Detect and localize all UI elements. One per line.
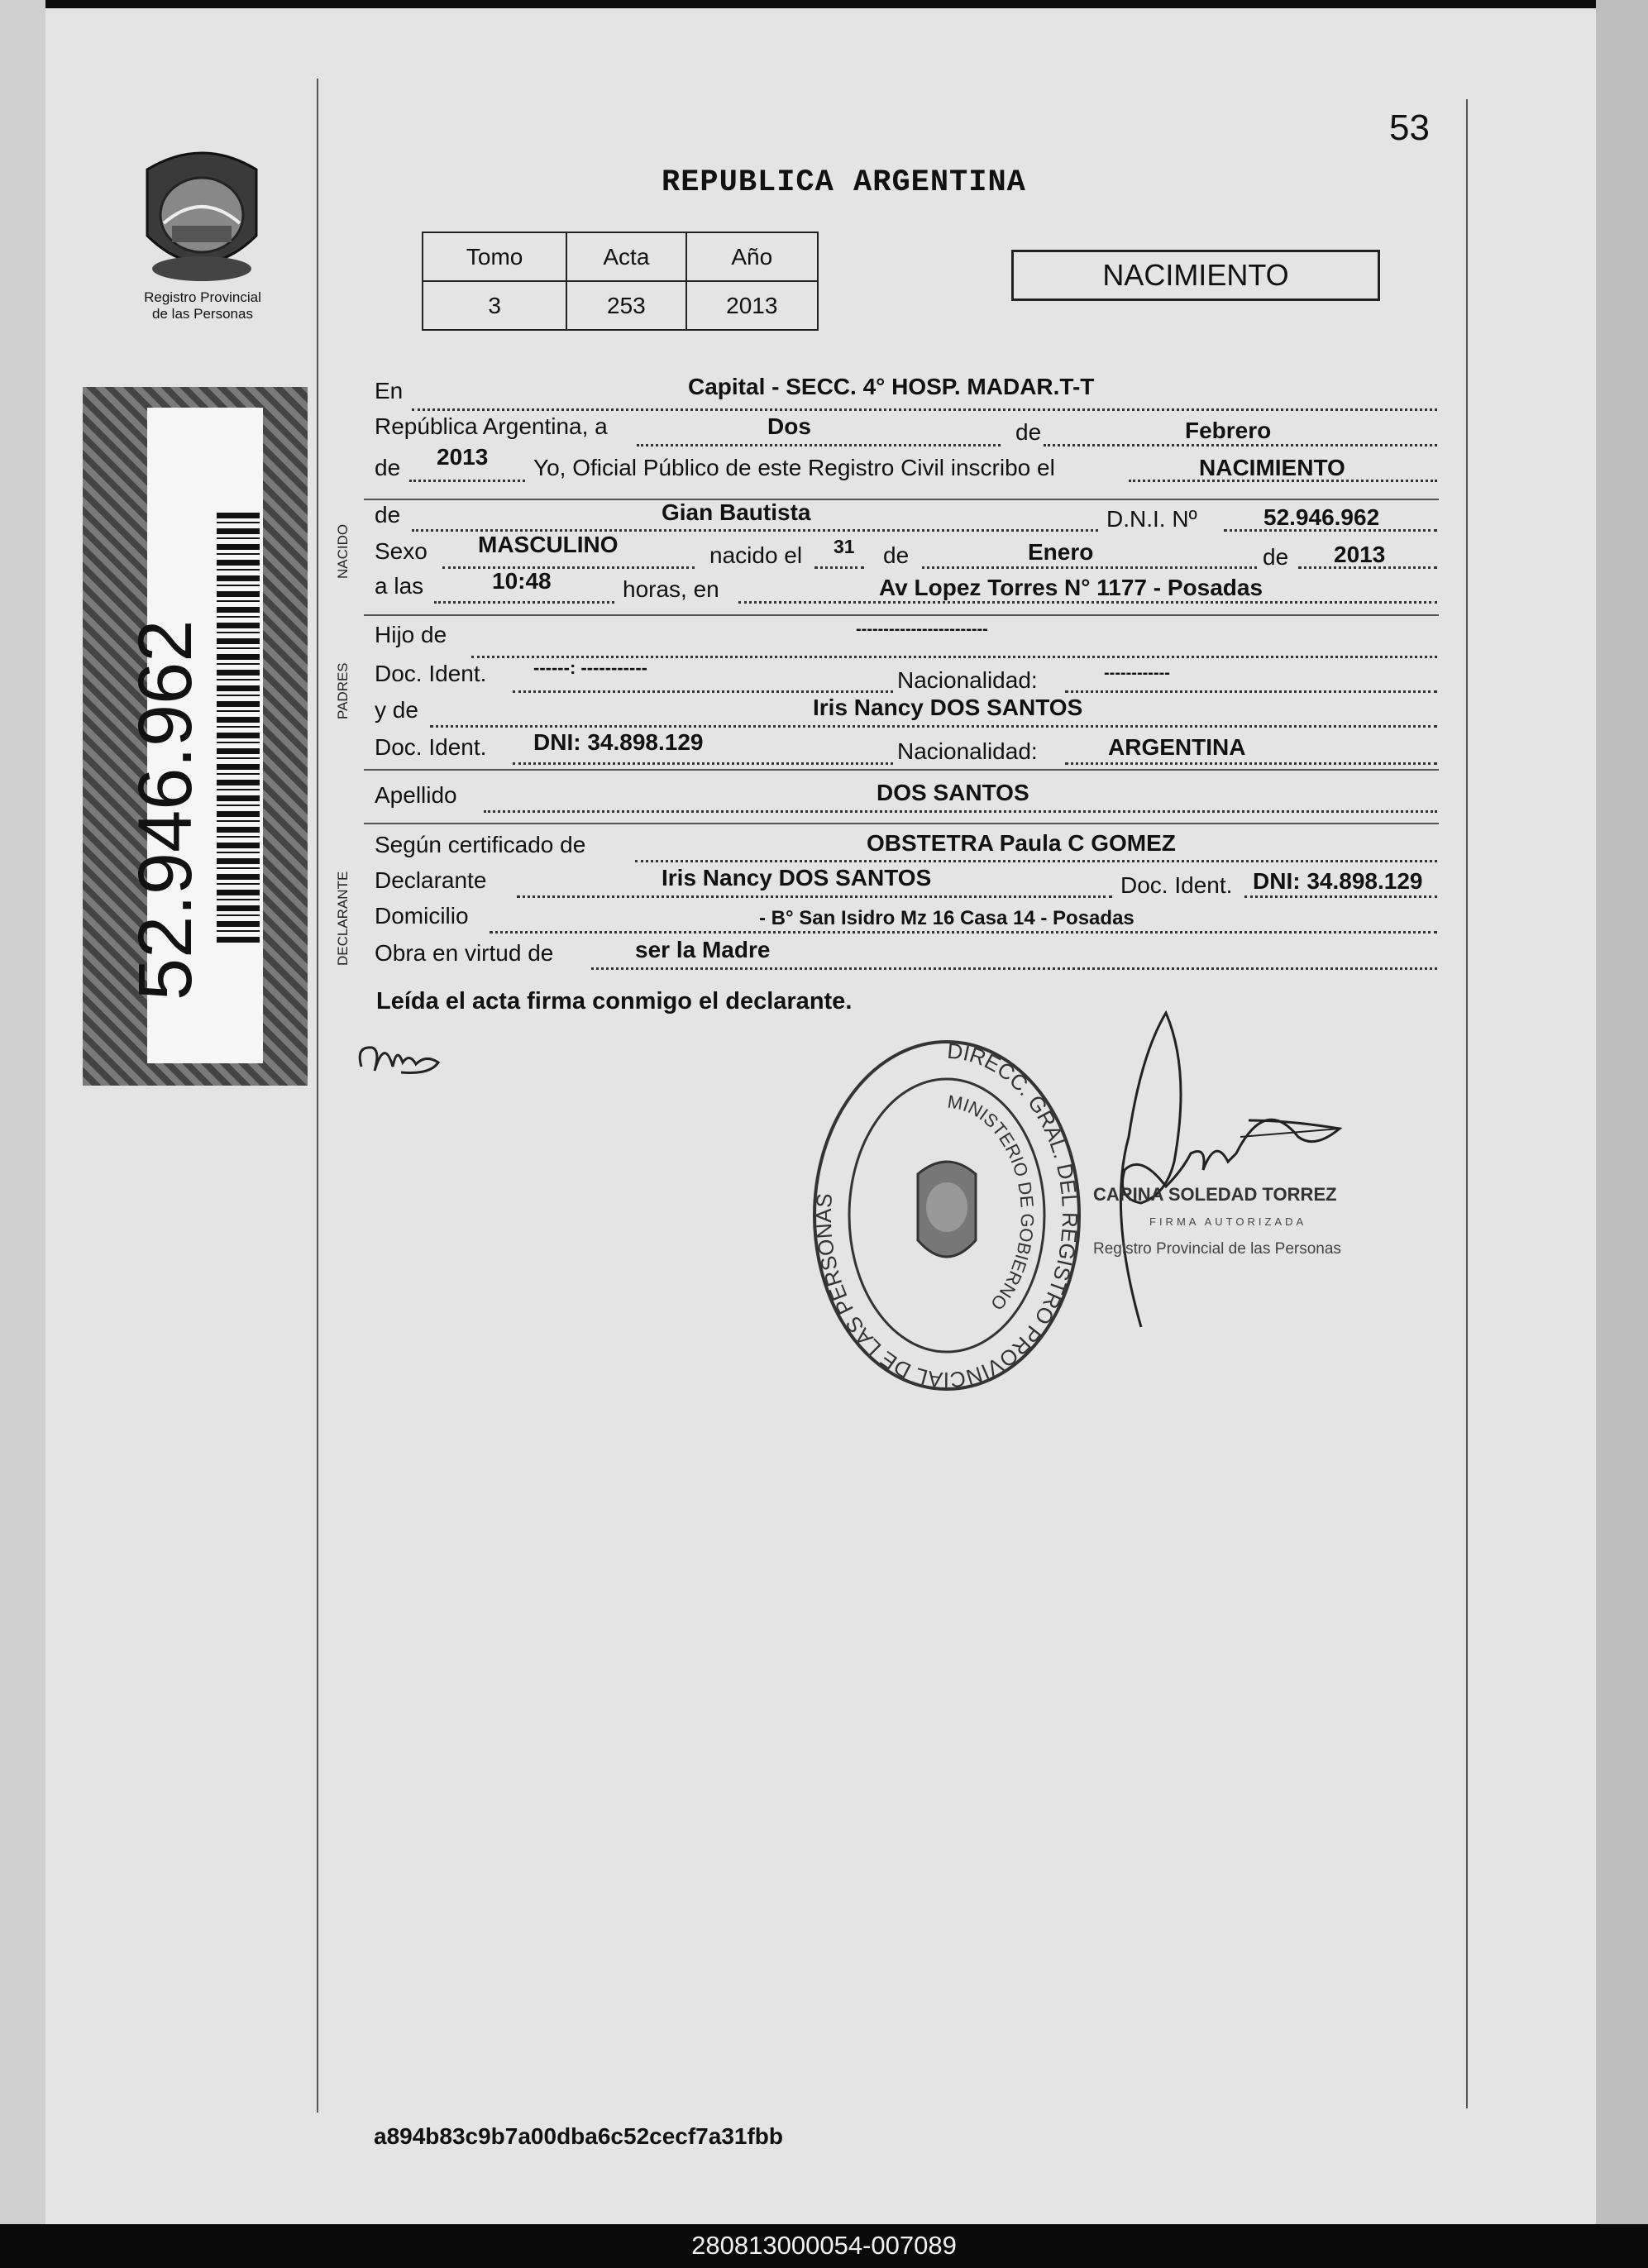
dotted-line [513,690,893,693]
field-value-declarant: Iris Nancy DOS SANTOS [662,865,932,890]
field-value-father-doc: ------: ----------- [533,657,647,678]
field-label-de-5: de [1263,544,1289,570]
dotted-line [484,810,1437,813]
dotted-line [637,444,1001,446]
section-divider [364,823,1439,824]
document-hash: a894b83c9b7a00dba6c52cecf7a31fbb [374,2123,784,2149]
field-label-de: de [1015,419,1042,445]
dotted-line [591,967,1437,970]
field-label-republica: República Argentina, a [375,413,608,439]
field-label-nacionalidad: Nacionalidad: [897,667,1038,693]
field-label-nacionalidad-2: Nacionalidad: [897,738,1038,764]
registry-value-tomo: 3 [423,281,566,330]
declarant-signature [351,1029,484,1087]
field-value-mother: Iris Nancy DOS SANTOS [813,695,1083,720]
registry-value-acta: 253 [566,281,685,330]
field-label-doc-ident-3: Doc. Ident. [1120,872,1233,898]
registry-header-acta: Acta [566,232,685,281]
dotted-line [434,601,614,604]
dotted-line [738,601,1437,604]
field-value-birth-time: 10:48 [492,568,552,594]
barcode-number: 52.946.962 [123,619,208,1000]
field-label-de-2: de [375,455,401,480]
official-signature [1092,1005,1406,1335]
section-label-declarante: DECLARANTE [335,871,351,966]
field-value-birth-month: Enero [1028,539,1094,565]
logo-caption [116,289,289,322]
field-value-surname: DOS SANTOS [877,780,1029,805]
registry-table-value-row [423,281,818,330]
field-label-de-4: de [883,542,910,568]
logo-caption-line1: Registro Provincial [144,289,261,305]
dotted-line [1065,690,1437,693]
field-label-en: En [375,378,404,403]
province-coat-of-arms-logo [139,145,265,289]
field-value-place: Capital - SECC. 4° HOSP. MADAR.T-T [688,374,1095,399]
dotted-line [1065,762,1437,765]
stamp-outer-text: DIRECC. GRAL. DEL REGISTRO PROVINCIAL DE LAS PERSONAS [810,1038,1083,1393]
field-value-birth-year: 2013 [1334,542,1386,567]
field-label-y-de: y de [375,697,418,723]
official-organization: Registro Provincial de las Personas [1093,1240,1341,1258]
field-value-child-name: Gian Bautista [662,499,811,525]
field-label-doc-ident: Doc. Ident. [375,661,487,686]
section-label-padres: PADRES [335,662,351,719]
dotted-line [430,725,1437,728]
page-title: REPUBLICA ARGENTINA [662,165,1026,200]
field-label-apellido: Apellido [375,782,457,808]
barcode-bars [217,513,260,943]
field-label-horas-en: horas, en [623,576,719,602]
field-value-father-nationality: ------------ [1104,664,1170,682]
field-label-dni: D.N.I. Nº [1106,506,1197,532]
section-divider [364,769,1439,771]
dotted-line [412,408,1437,411]
field-value-declarant-doc: DNI: 34.898.129 [1253,868,1423,894]
official-stamp [806,1034,1087,1397]
field-value-address: - B° San Isidro Mz 16 Casa 14 - Posadas [759,907,1134,929]
field-value-certificate: OBSTETRA Paula C GOMEZ [867,830,1176,856]
field-value-child-dni: 52.946.962 [1263,504,1380,530]
field-value-sex: MASCULINO [478,532,619,557]
closing-statement: Leída el acta firma conmigo el declarante. [376,988,853,1015]
field-label-sexo: Sexo [375,538,428,564]
field-label-domicilio: Domicilio [375,903,469,929]
official-role: FIRMA AUTORIZADA [1149,1215,1307,1228]
book-fold-shadow [0,0,45,2224]
dotted-line [922,566,1257,569]
official-name: CARINA SOLEDAD TORREZ [1093,1184,1337,1205]
field-value-mother-doc: DNI: 34.898.129 [533,729,704,755]
document-type-box: NACIMIENTO [1011,250,1380,301]
book-page-edge [1596,0,1648,2224]
field-value-year: 2013 [437,444,489,470]
right-margin-line [1466,99,1468,2108]
dotted-line [517,895,1112,898]
field-value-act: NACIMIENTO [1199,455,1345,480]
field-value-month: Febrero [1185,418,1272,443]
field-label-de-3: de [375,502,401,528]
field-label-hijo-de: Hijo de [375,622,447,647]
dotted-line [1244,895,1437,898]
field-value-father: ------------------------ [856,620,988,638]
registry-table [422,232,819,331]
dotted-line [490,931,1437,933]
image-reference-code: 280813000054-007089 [691,2231,957,2260]
stamp-inner-text: MINISTERIO DE GOBIERNO [946,1091,1039,1315]
field-value-capacity: ser la Madre [635,937,771,962]
page-number: 53 [1389,107,1430,148]
field-value-birth-place: Av Lopez Torres N° 1177 - Posadas [879,575,1263,600]
registry-header-tomo: Tomo [423,232,566,281]
dotted-line [1044,444,1437,446]
field-value-mother-nationality: ARGENTINA [1108,734,1246,760]
field-label-a-las: a las [375,573,424,599]
registry-table-header-row [423,232,818,281]
field-label-declarante: Declarante [375,867,487,893]
registry-value-anio: 2013 [686,281,818,330]
dotted-line [635,860,1437,862]
logo-caption-line2: de las Personas [152,306,253,322]
field-value-birth-day: 31 [834,536,855,557]
field-label-certificado: Según certificado de [375,832,586,857]
section-label-nacido: NACIDO [335,523,351,579]
field-value-day: Dos [767,413,811,439]
section-divider [364,499,1439,500]
dotted-line [814,566,864,569]
section-divider [364,614,1439,616]
left-margin-line [317,79,318,2113]
oficial-statement: Yo, Oficial Público de este Registro Civil inscribo el [533,455,1055,480]
registry-header-anio: Año [686,232,818,281]
field-label-doc-ident-2: Doc. Ident. [375,734,487,760]
dotted-line [409,480,525,482]
dotted-line [442,566,695,569]
field-label-nacido-el: nacido el [709,542,803,568]
field-label-obra: Obra en virtud de [375,940,554,966]
dotted-line [513,762,893,765]
